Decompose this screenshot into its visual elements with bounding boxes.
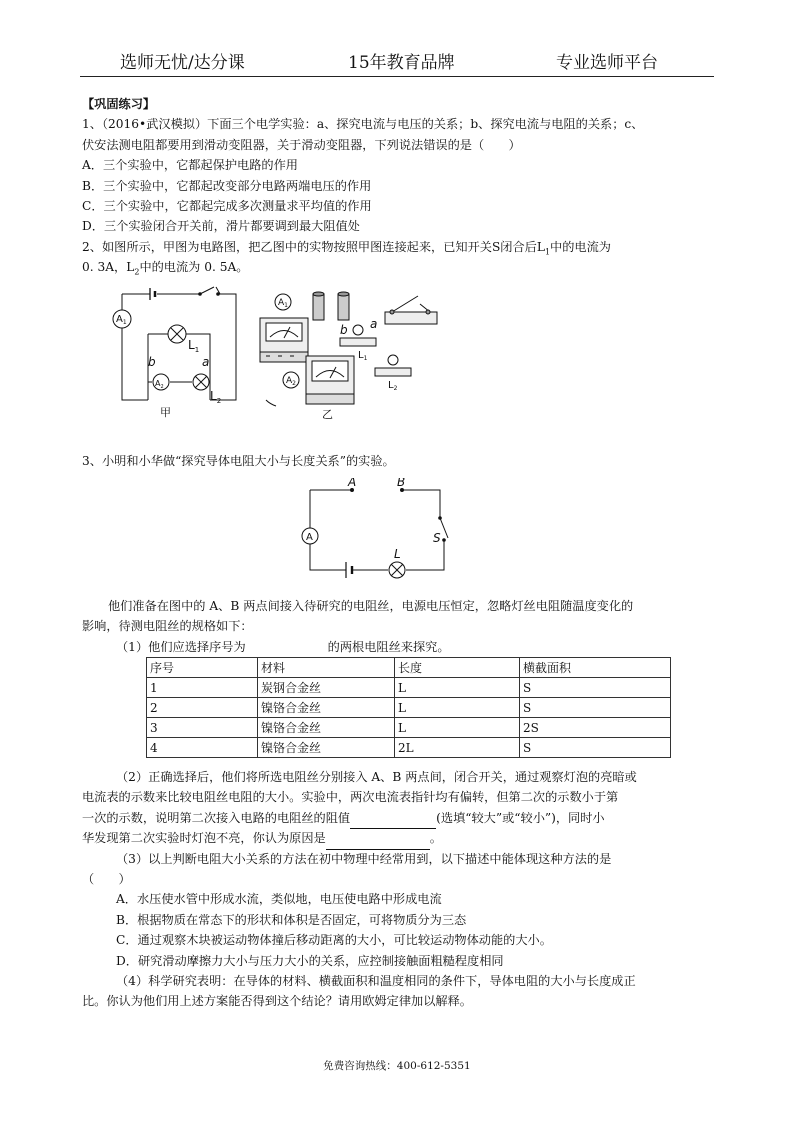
q3-part2-l1: （2）正确选择后，他们将所选电阻丝分别接入 A、B 两点间，闭合开关，通过观察灯泡的亮暗或 (116, 770, 637, 784)
table-row (147, 718, 671, 738)
q3-label-l: L (394, 547, 401, 561)
q3-label-a: A (348, 478, 357, 489)
q1-option-a: A．三个实验中，它都起保护电路的作用 (82, 158, 298, 173)
header-center: 15年教育品牌 (348, 53, 455, 73)
q3-option-c: C．通过观察木块被运动物体撞后移动距离的大小，可比较运动物体动能的大小。 (116, 933, 552, 948)
table-header-cell: 长度 (395, 658, 520, 678)
q3-para1-b: 影响，待测电阻丝的规格如下： (82, 619, 253, 634)
q2-figure (100, 282, 460, 430)
q3-circuit-figure (296, 478, 466, 586)
table-row (147, 738, 671, 758)
table-header-cell: 序号 (147, 658, 258, 678)
label-jia: 甲 (160, 406, 171, 419)
q3-label-s: S (433, 531, 441, 545)
table-row (147, 698, 671, 718)
table-header-cell: 横截面积 (520, 658, 671, 678)
q3-body-2 (82, 767, 722, 1012)
header-left: 选师无忧/达分课 (120, 53, 245, 73)
page-header (0, 48, 794, 78)
table-cell: 3 (147, 718, 258, 738)
label-b: b (148, 355, 156, 369)
q3-blank-3[interactable] (326, 828, 430, 849)
table-cell: 镍铬合金丝 (258, 698, 395, 718)
label-yi-a1: $A_1$ (278, 298, 288, 309)
q3-part2-l3: 一次的示数，说明第二次接入电路的电阻丝的阻值 (选填“较大”或“较小”)，同时小 (82, 808, 722, 828)
label-a: a (202, 355, 210, 369)
q3-part3-l1: （3）以上判断电阻大小关系的方法在初中物理中经常用到，以下描述中能体现这种方法的是 (116, 851, 612, 866)
table-cell: 镍铬合金丝 (258, 718, 395, 738)
q3-intro: 3、小明和小华做“探究导体电阻大小与长度关系”的实验。 (82, 454, 395, 468)
q2-line2: 0. 3A，$L_2$中的电流为 0. 5A。 (82, 260, 249, 277)
table-cell: 镍铬合金丝 (258, 738, 395, 758)
q3-label-ammeter: A (306, 532, 313, 543)
q3-para1-a: 他们准备在图中的 A、B 两点间接入待研究的电阻丝，电源电压恒定，忽略灯丝电阻随温度变化的 (108, 599, 634, 613)
table-cell: 2L (395, 738, 520, 758)
table-cell: L (395, 718, 520, 738)
label-yi: 乙 (322, 408, 333, 421)
q3-part2-l4: 华发现第二次实验时灯泡不亮，你认为原因是 。 (82, 828, 722, 848)
table-header-row (147, 658, 671, 678)
q3-blank-1[interactable] (246, 637, 328, 658)
label-yi-a: a (370, 317, 378, 331)
label-yi-b: b (340, 323, 348, 337)
q3-part4-l1: （4）科学研究表明：在导体的材料、横截面积和温度相同的条件下，导体电阻的大小与长度成正 (116, 973, 636, 988)
table-cell: S (520, 678, 671, 698)
label-a1: $A_1$ (116, 314, 127, 326)
table-cell: S (520, 698, 671, 718)
header-right: 专业选师平台 (556, 53, 658, 73)
table-cell: 2 (147, 698, 258, 718)
table-row (147, 678, 671, 698)
header-rule (80, 76, 714, 77)
table-cell: 1 (147, 678, 258, 698)
table-cell: 2S (520, 718, 671, 738)
label-yi-l2: $L_2$ (388, 380, 398, 392)
table-cell: L (395, 698, 520, 718)
label-a2: $A_2$ (155, 379, 164, 390)
q3-option-d: D．研究滑动摩擦力大小与压力大小的关系，应控制接触面粗糙程度相同 (116, 953, 504, 968)
q2-line1: 2、如图所示，甲图为电路图，把乙图中的实物按照甲图连接起来，已知开关S闭合后$L_1$中的电流为 (82, 239, 611, 257)
table-header-cell: 材料 (258, 658, 395, 678)
footer-hotline: 免费咨询热线：400-612-5351 (323, 1060, 471, 1072)
q1-line1: 1、（2016•武汉模拟）下面三个电学实验：a、探究电流与电压的关系；b、探究电流与电阻的关系；c、 (82, 117, 644, 132)
q3-part2-l2: 电流表的示数来比较电阻丝电阻的大小。实验中，两次电流表指针均有偏转，但第二次的示数小于第 (82, 790, 619, 805)
exercise-block-1 (82, 94, 722, 278)
table-cell: 炭钢合金丝 (258, 678, 395, 698)
label-l1: $L_1$ (188, 338, 200, 354)
q1-line2: 伏安法测电阻都要用到滑动变阻器，关于滑动变阻器，下列说法错误的是（ ） (82, 137, 521, 152)
table-cell: 4 (147, 738, 258, 758)
q3-part4-l2: 比。你认为他们用上述方案能否得到这个结论？请用欧姆定律加以解释。 (82, 994, 472, 1009)
q3-option-a: A．水压使水管中形成水流，类似地，电压使电路中形成电流 (116, 892, 442, 907)
q3-label-b: B (397, 478, 406, 489)
q3-blank-2[interactable] (350, 808, 436, 829)
q3-body-1 (82, 596, 722, 657)
table-cell: L (395, 678, 520, 698)
circuit-diagram-jia (113, 287, 236, 400)
q1-option-b: B．三个实验中，它都起改变部分电路两端电压的作用 (82, 178, 372, 193)
apparatus-yi (260, 292, 437, 406)
q1-option-d: D．三个实验闭合开关前，滑片都要调到最大阻值处 (82, 219, 360, 234)
q1-option-c: C．三个实验中，它都起完成多次测量求平均值的作用 (82, 198, 372, 213)
q3-part3-l2: （ ） (82, 871, 131, 886)
resistance-wire-table (146, 657, 671, 758)
q3-option-b: B．根据物质在常态下的形状和体积是否固定，可将物质分为三态 (116, 912, 467, 927)
label-l2: $L_2$ (210, 389, 222, 405)
label-yi-l1: $L_1$ (358, 350, 368, 362)
section-title: 【巩固练习】 (82, 97, 156, 111)
label-yi-a2: $A_2$ (286, 376, 296, 387)
q3-part1: （1）他们应选择序号为 的两根电阻丝来探究。 (82, 637, 722, 657)
table-cell: S (520, 738, 671, 758)
